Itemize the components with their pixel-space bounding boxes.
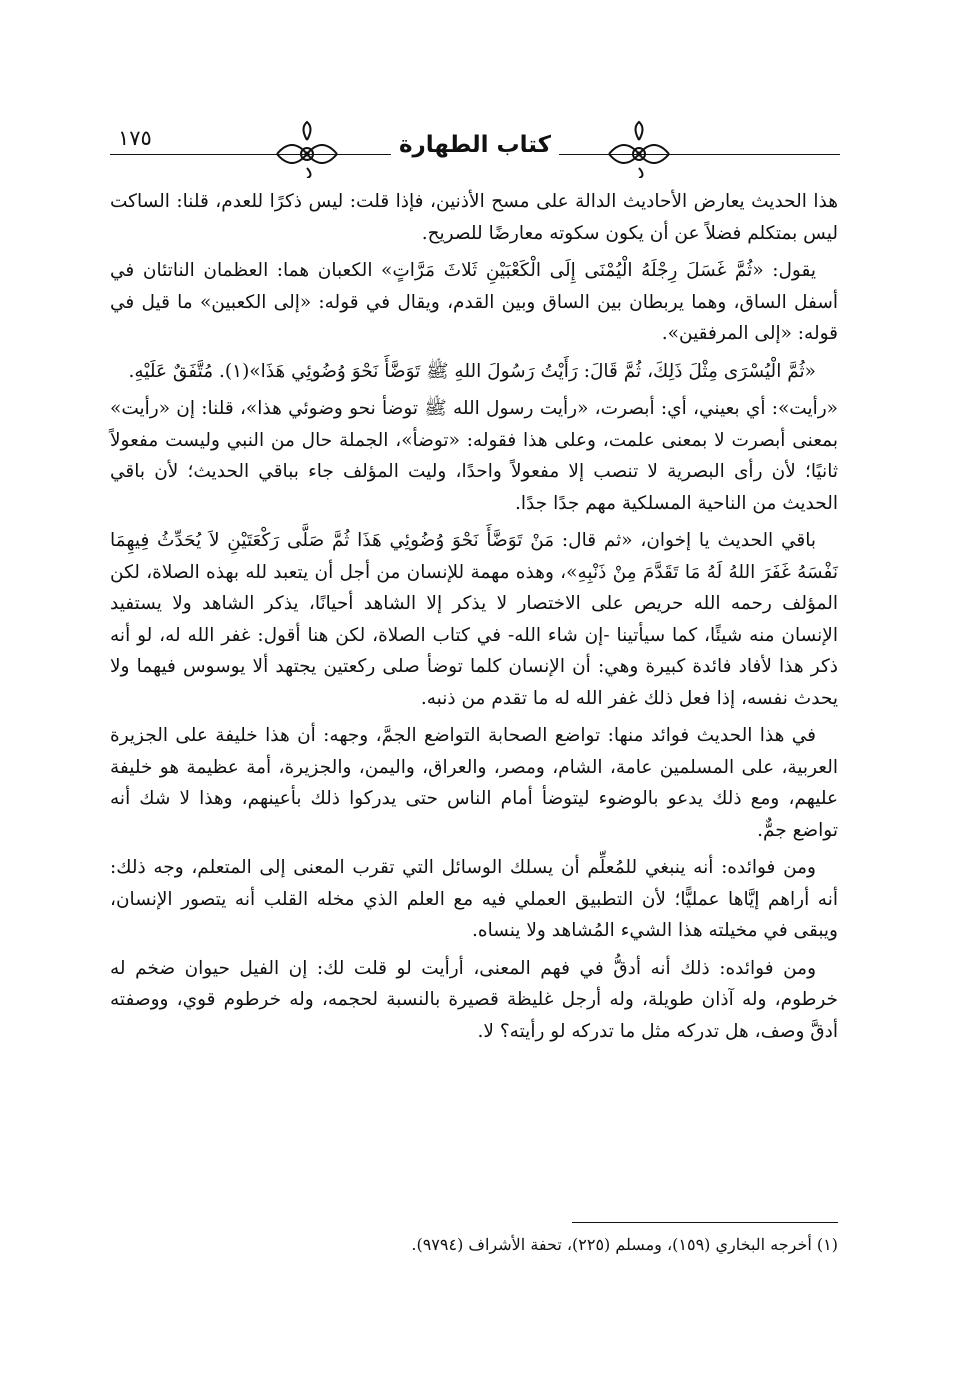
arabesque-ornament-icon <box>272 118 342 178</box>
paragraph: في هذا الحديث فوائد منها: تواضع الصحابة التواضع الجمَّ، وجهه: أن هذا خليفة على الجزيرة العربية، على المسلمين عامة، الشام، ومصر، والعراق، واليمن، والجزيرة، أمة عظيمة هو خليفة عليهم، ومع ذلك يدعو بالوضوء ليتوضأ أمام الناس حتى يدركوا ذلك بأعينهم، وهذا لا شك أنه تواضع جمٌّ. <box>110 725 838 841</box>
page-number: ١٧٥ <box>118 126 152 150</box>
paragraph: ومن فوائده: أنه ينبغي للمُعلِّم أن يسلك الوسائل التي تقرب المعنى إلى المتعلم، وجه ذلك: أنه أراهم إيَّاها عمليًّا؛ لأن التطبيق العملي فيه مع العلم الذي مخله القلب أنه يتصور الإنسان، ويبقى في مخيلته هذا الشيء المُشاهد ولا ينساه. <box>110 857 838 941</box>
paragraph: «رأيت»: أي بعيني، أي: أبصرت، «رأيت رسول الله ﷺ توضأ نحو وضوئي هذا»، قلنا: إن «رأيت» بمعنى أبصرت لا بمعنى علمت، وعلى هذا فقوله: «توضأ»، الجملة حال من النبي وليست مفعولاً ثانيًا؛ لأن رأى البصرية لا تنصب إلا مفعولاً واحدًا، وليت المؤلف جاء بباقي الحديث؛ لأن باقي الحديث من الناحية المسلكية مهم جدًا جدًا. <box>110 398 838 514</box>
page-body <box>110 186 838 1053</box>
paragraph: باقي الحديث يا إخوان، «ثم قال: مَنْ تَوَضَّأَ نَحْوَ وُضُوئِي هَذَا ثُمَّ صَلَّى رَكْعَتَيْنِ لاَ يُحَدِّثُ فِيهِمَا نَفْسَهُ غَفَرَ اللهُ لَهُ مَا تَقَدَّمَ مِنْ ذَنْبِهِ»، وهذه مهمة للإنسان من أجل أن يتعبد لله بهذه الصلاة، لكن المؤلف رحمه الله حريص على الاختصار لا يذكر إلا الشاهد أحيانًا، يذكر الشاهد ولا يستفيد الإنسان منه شيئًا، كما سيأتينا -إن شاء الله- في كتاب الصلاة، لكن هنا أقول: غفر الله له، لو أنه ذكر هذا لأفاد فائدة كبيرة وهي: أن الإنسان كلما توضأ صلى ركعتين يجتهد ألا يوسوس فيهما ولا يحدث نفسه، إذا فعل ذلك غفر الله له ما تقدم من ذنبه. <box>110 530 838 709</box>
paragraph: يقول: «ثُمَّ غَسَلَ رِجْلَهُ الْيُمْنَى إِلَى الْكَعْبَيْنِ ثَلاثَ مَرَّاتٍ» الكعبان هما: العظمان الناتئان في أسفل الساق، وهما يربطان بين الساق وبين القدم، ويقال في قوله: «إلى الكعبين» ما قيل في قوله: «إلى المرفقين». <box>110 260 838 344</box>
page-header <box>110 118 840 178</box>
paragraph: «ثُمَّ الْيُسْرَى مِثْلَ ذَلِكَ، ثُمَّ قَالَ: رَأَيْتُ رَسُولَ اللهِ ﷺ تَوَضَّأَ نَحْوَ وُضُوئِي هَذَا»(١). مُتَّفَقٌ عَلَيْهِ. <box>128 360 816 382</box>
footnote: (١) أخرجه البخاري (١٥٩)، ومسلم (٢٢٥)، تحفة الأشراف (٩٧٩٤). <box>411 1235 838 1254</box>
paragraph: ومن فوائده: ذلك أنه أدقُّ في فهم المعنى، أرأيت لو قلت لك: إن الفيل حيوان ضخم له خرطوم، وله آذان طويلة، وله أرجل غليظة قصيرة بالنسبة لحجمه، وله خرطوم قوي، ووصفته أدقَّ وصف، هل تدركه مثل ما تدركه لو رأيته؟ لا. <box>110 957 838 1042</box>
footnote-divider <box>572 1222 838 1223</box>
arabesque-ornament-icon <box>604 118 674 178</box>
chapter-title: كتاب الطهارة <box>391 132 559 158</box>
paragraph: هذا الحديث يعارض الأحاديث الدالة على مسح الأذنين، فإذا قلت: ليس ذكرًا للعدم، قلنا: الساكت ليس بمتكلم فضلاً عن أن يكون سكوته معارضًا للصريح. <box>110 191 838 244</box>
